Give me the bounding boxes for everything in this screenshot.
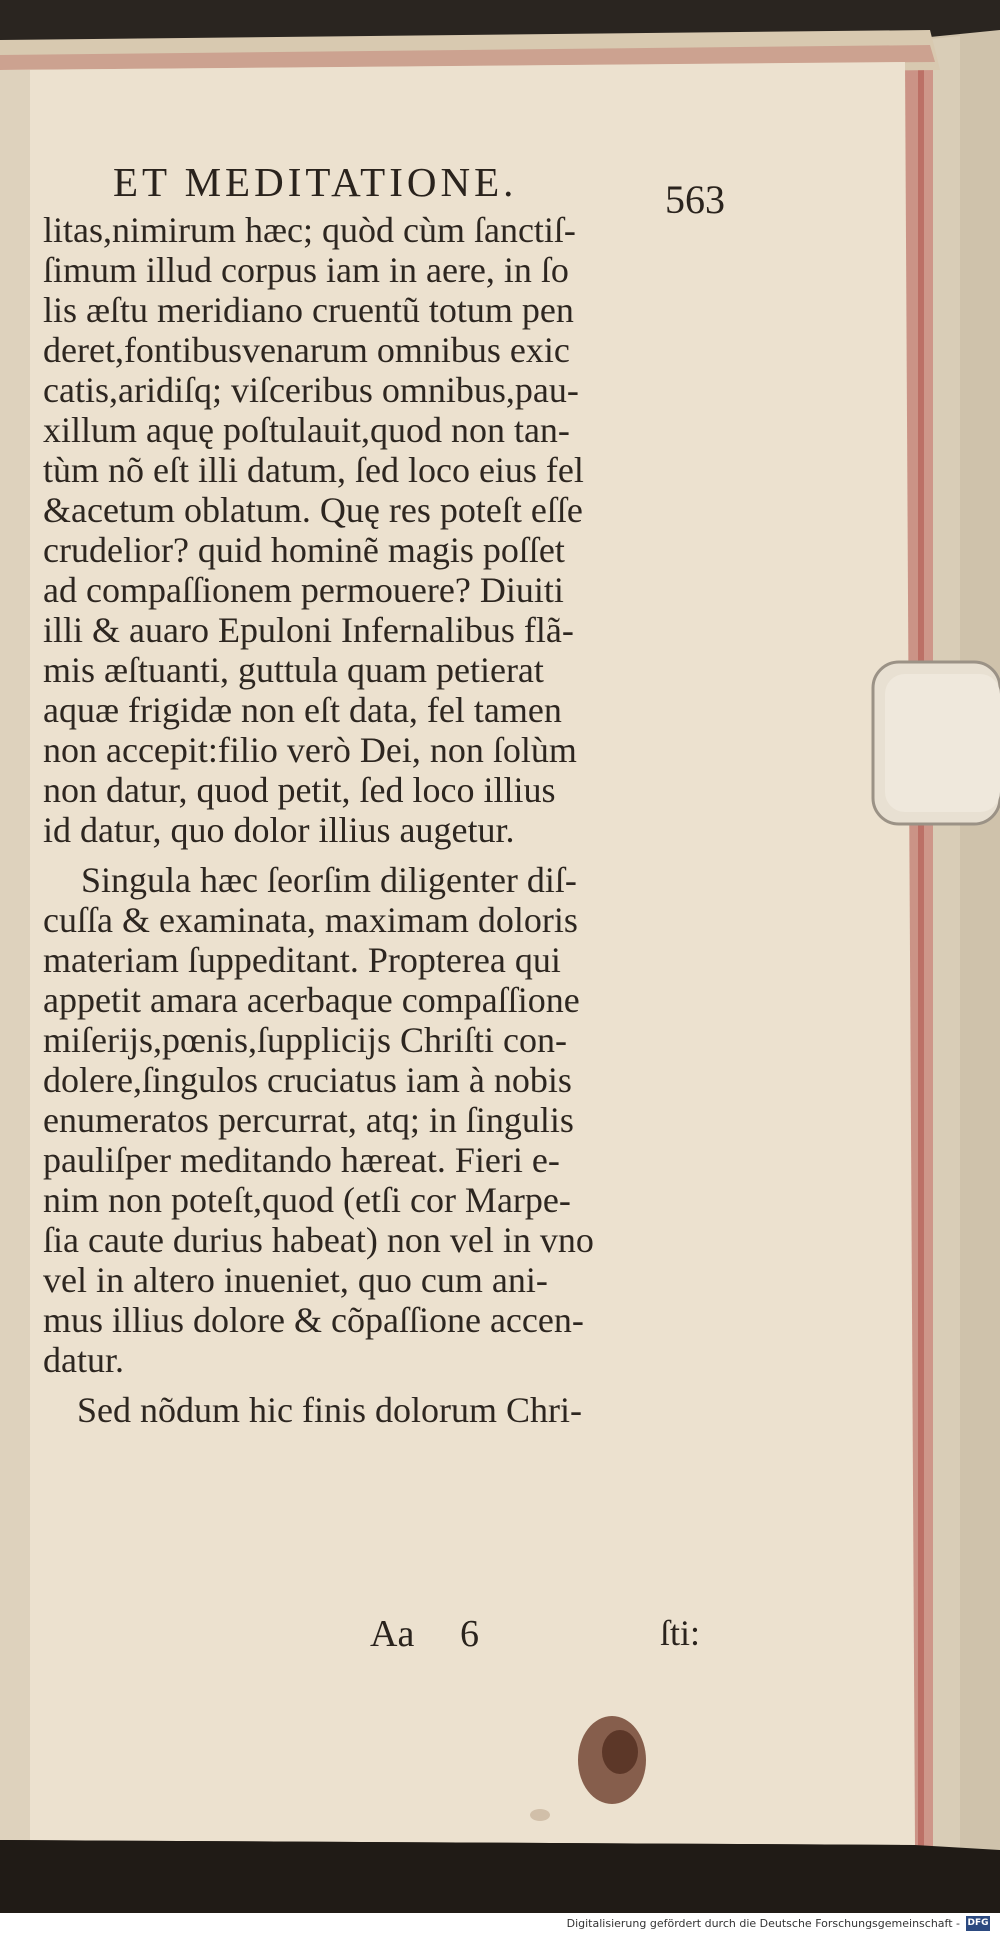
text-line: nim non poteſt,quod (etſi cor Marpe- bbox=[43, 1180, 571, 1220]
text-line: &acetum oblatum. Quę res poteſt eſſe bbox=[43, 490, 583, 530]
text-line: illi & auaro Epuloni Infernalibus flã- bbox=[43, 610, 574, 650]
text-line: ad compaſſionem permouere? Diuiti bbox=[43, 570, 564, 610]
text-line: ſimum illud corpus iam in aere, in ſo bbox=[43, 250, 569, 290]
text-line: tùm nõ eſt illi datum, ſed loco eius fel bbox=[43, 450, 584, 490]
text-line: Singula hæc ſeorſim diligenter diſ- bbox=[81, 860, 577, 900]
signature-number: 6 bbox=[460, 1613, 479, 1655]
text-line: non datur, quod petit, ſed loco illius bbox=[43, 770, 556, 810]
text-line: ſia caute durius habeat) non vel in vno bbox=[43, 1220, 594, 1260]
text-line: datur. bbox=[43, 1340, 124, 1380]
text-line: aquæ frigidæ non eſt data, fel tamen bbox=[43, 690, 562, 730]
text-line: dolere,ſingulos cruciatus iam à nobis bbox=[43, 1060, 572, 1100]
text-line: non accepit:filio verò Dei, non ſolùm bbox=[43, 730, 577, 770]
text-line: Sed nõdum hic finis dolorum Chri- bbox=[77, 1390, 582, 1430]
text-line: lis æſtu meridiano cruentũ totum pen bbox=[43, 290, 574, 330]
text-line: mus illius dolore & cõpaſſione accen- bbox=[43, 1300, 584, 1340]
text-line: vel in altero inueniet, quo cum ani- bbox=[43, 1260, 548, 1300]
dfg-logo: DFG bbox=[966, 1916, 990, 1931]
text-line: xillum aquę poſtulauit,quod non tan- bbox=[43, 410, 570, 450]
text-line: crudelior? quid hominẽ magis poſſet bbox=[43, 530, 565, 570]
running-head: ET MEDITATIONE. bbox=[113, 159, 518, 205]
funding-credit: Digitalisierung gefördert durch die Deutsche Forschungsgemeinschaft - bbox=[566, 1917, 960, 1930]
text-line: litas,nimirum hæc; quòd cùm ſanctiſ- bbox=[43, 210, 576, 250]
text-line: mis æſtuanti, guttula quam petierat bbox=[43, 650, 544, 690]
signature-mark: Aa bbox=[370, 1613, 415, 1655]
text-line: cuſſa & examinata, maximam doloris bbox=[43, 900, 578, 940]
text-line: miſerijs,pœnis,ſupplicijs Chriſti con- bbox=[43, 1020, 567, 1060]
text-line: pauliſper meditando hæreat. Fieri e- bbox=[43, 1140, 560, 1180]
text-line: appetit amara acerbaque compaſſione bbox=[43, 980, 580, 1020]
text-line: id datur, quo dolor illius augetur. bbox=[43, 810, 515, 850]
text-line: materiam ſuppeditant. Propterea qui bbox=[43, 940, 561, 980]
text-line: catis,aridiſq; viſceribus omnibus,pau- bbox=[43, 370, 579, 410]
text-line: enumeratos percurrat, atq; in ſingulis bbox=[43, 1100, 574, 1140]
text-line: deret,fontibusvenarum omnibus exic bbox=[43, 330, 570, 370]
page-number: 563 bbox=[665, 177, 725, 222]
catchword: ſti: bbox=[660, 1613, 701, 1653]
